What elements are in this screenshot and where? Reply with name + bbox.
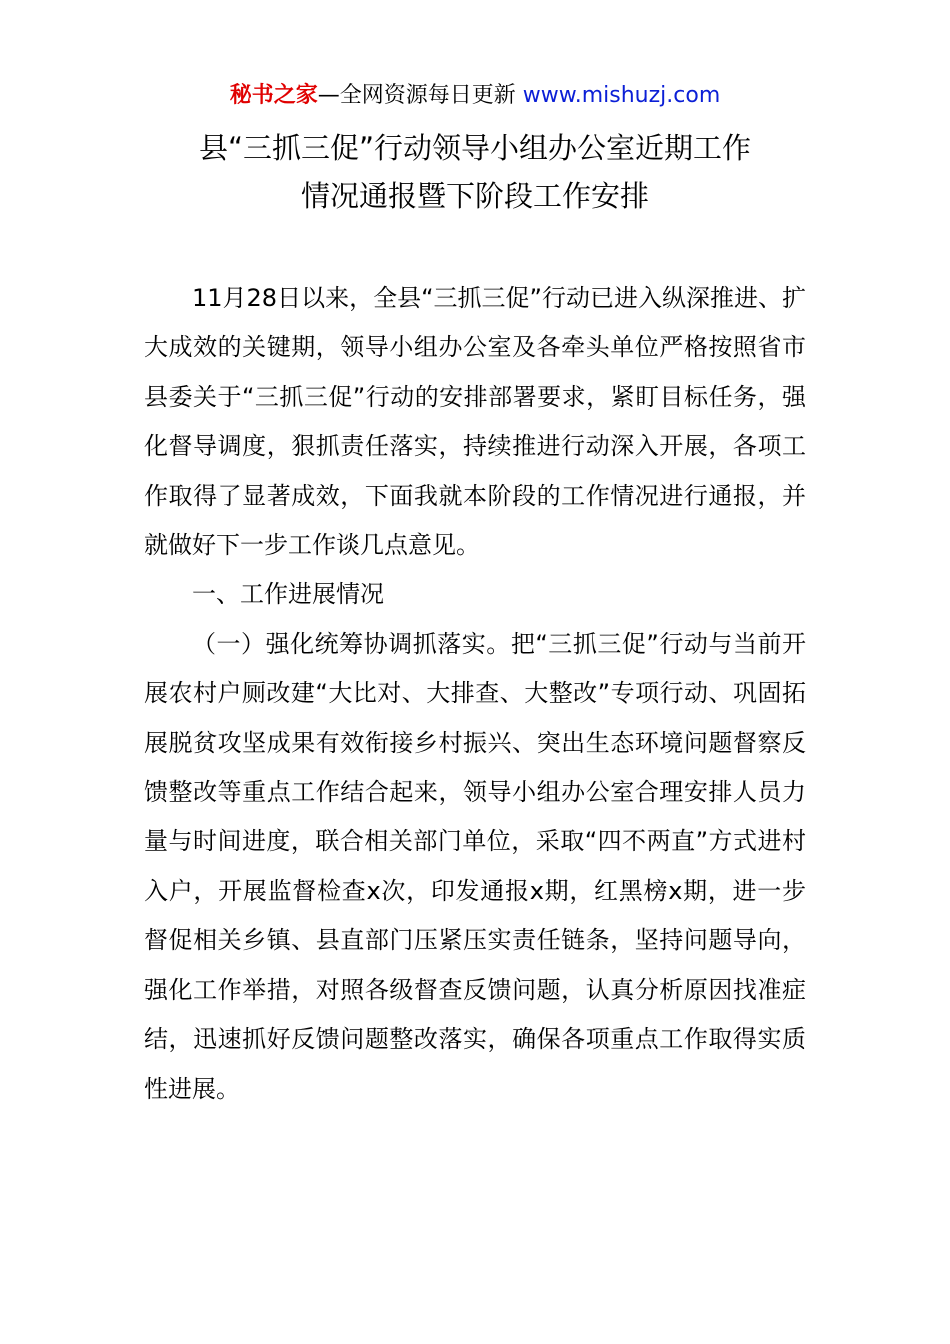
title-line-1: 县“三抓三促”行动领导小组办公室近期工作 xyxy=(198,131,752,165)
subsection-paragraph: （一）强化统筹协调抓落实。把“三抓三促”行动与当前开展农村户厕改建“大比对、大排查、大整改”专项行动、巩固拓展脱贫攻坚成果有效衔接乡村振兴、突出生态环境问题督察反馈整改等重点工作结合起来，领导小组办公室合理安排人员力量与时间进度，联合相关部门单位，采取“四不两直”方式进村入户，开展监督检查x次，印发通报x期，红黑榜x期，进一步督促相关乡镇、县直部门压紧压实责任链条，坚持问题导向，强化工作举措，对照各级督查反馈问题，认真分析原因找准症结，迅速抓好反馈问题整改落实，确保各项重点工作取得实质性进展。 xyxy=(144,629,806,1103)
header-tagline: —全网资源每日更新 xyxy=(317,83,516,108)
brand-name: 秘书之家 xyxy=(229,83,318,108)
document-title xyxy=(0,124,950,220)
site-header xyxy=(0,80,950,112)
title-line-2: 情况通报暨下阶段工作安排 xyxy=(300,179,649,213)
section-heading: 一、工作进展情况 xyxy=(192,580,384,609)
document-body xyxy=(144,274,806,1114)
intro-paragraph: 11月28日以来，全县“三抓三促”行动已进入纵深推进、扩大成效的关键期，领导小组办公室及各牵头单位严格按照省市县委关于“三抓三促”行动的安排部署要求，紧盯目标任务，强化督导调度，狠抓责任落实，持续推进行动深入开展，各项工作取得了显著成效，下面我就本阶段的工作情况进行通报，并就做好下一步工作谈几点意见。 xyxy=(144,284,806,560)
site-url[interactable]: www.mishuzj.com xyxy=(522,83,721,108)
